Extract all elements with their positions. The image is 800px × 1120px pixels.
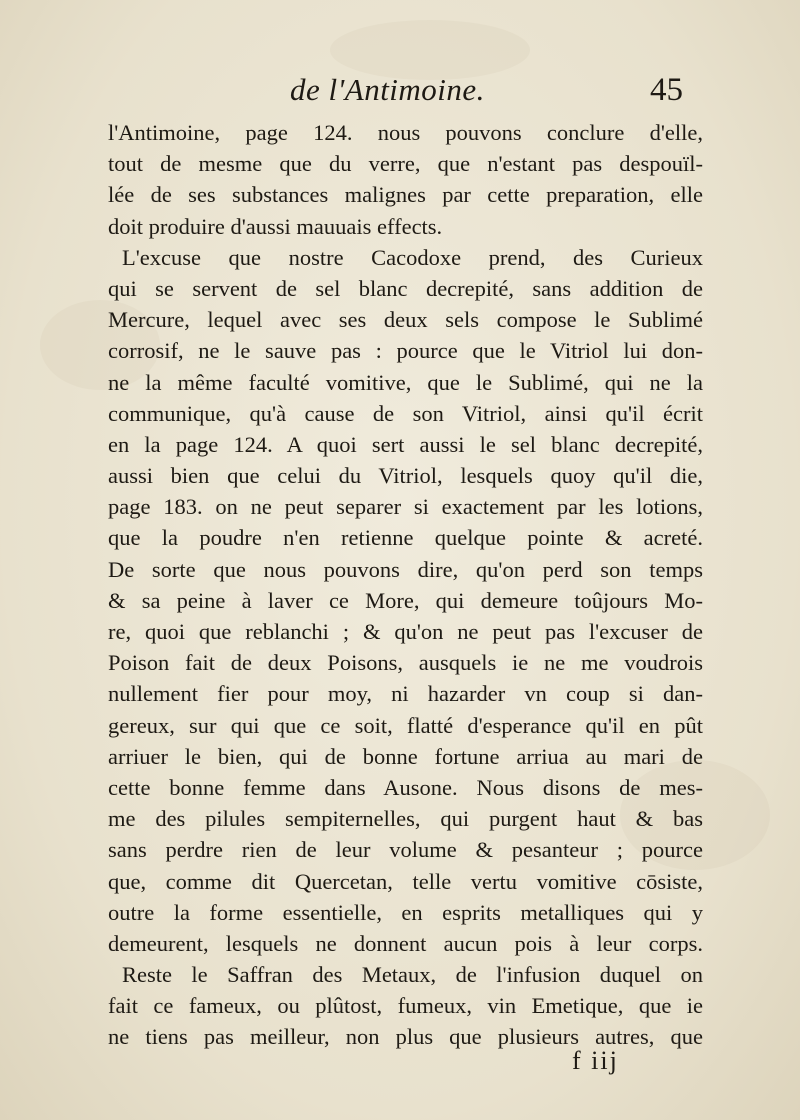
text-line: que la poudre n'en retienne quelque pointe & acreté. (108, 525, 703, 551)
text-line: Mercure, lequel avec ses deux sels compose le Sublimé (108, 307, 703, 333)
page-number: 45 (650, 72, 683, 108)
running-title: de l'Antimoine. (290, 72, 485, 107)
text-line: page 183. on ne peut separer si exactement par les lotions, (108, 494, 703, 520)
paper-stain (330, 20, 530, 80)
text-line: nullement fier pour moy, ni hazarder vn coup si dan- (108, 681, 703, 707)
page-header (0, 72, 800, 122)
text-line: aussi bien que celui du Vitriol, lesquels quoy qu'il die, (108, 463, 703, 489)
text-line: en la page 124. A quoi sert aussi le sel blanc decrepité, (108, 431, 703, 457)
text-line: doit produire d'aussi mauuais effects. (108, 213, 443, 239)
text-line: re, quoi que reblanchi ; & qu'on ne peut pas l'excuser de (108, 619, 703, 644)
body-text (108, 117, 703, 1053)
text-line: ne tiens pas meilleur, non plus que plusieurs autres, que (108, 1024, 703, 1050)
text-line: cette bonne femme dans Ausone. Nous disons de mes- (108, 774, 703, 800)
text-line: & sa peine à laver ce More, qui demeure toûjours Mo- (108, 587, 703, 613)
text-line: qui se servent de sel blanc decrepité, sans addition de (108, 275, 703, 301)
text-line: demeurent, lesquels ne donnent aucun pois à leur corps. (108, 930, 703, 956)
text-line: gereux, sur qui que ce soit, flatté d'esperance qu'il en pût (108, 712, 703, 738)
signature-mark: f iij (572, 1046, 619, 1075)
text-line: tout de mesme que du verre, que n'estant pas despouïl- (108, 151, 703, 177)
text-line: sans perdre rien de leur volume & pesanteur ; pource (108, 837, 703, 863)
text-line: corrosif, ne le sauve pas : pource que le Vitriol lui don- (108, 338, 703, 364)
text-line: communique, qu'à cause de son Vitriol, ainsi qu'il écrit (108, 400, 703, 426)
text-line: fait ce fameux, ou plûtost, fumeux, vin Emetique, que ie (108, 993, 703, 1019)
text-line: lée de ses substances malignes par cette preparation, elle (108, 182, 703, 208)
text-line: De sorte que nous pouvons dire, qu'on perd son temps (108, 556, 703, 582)
text-line: Poison fait de deux Poisons, ausquels ie ne me voudrois (108, 650, 703, 676)
text-line: me des pilules sempiternelles, qui purgent haut & bas (108, 806, 703, 832)
text-line: outre la forme essentielle, en esprits metalliques qui y (108, 899, 703, 925)
text-line: Reste le Saffran des Metaux, de l'infusion duquel on (122, 962, 703, 988)
text-line: ne la même faculté vomitive, que le Sublimé, qui ne la (108, 369, 703, 395)
text-line: que, comme dit Quercetan, telle vertu vomitive cōsiste, (108, 868, 703, 894)
text-line: arriuer le bien, qui de bonne fortune arriua au mari de (108, 743, 703, 769)
text-line: l'Antimoine, page 124. nous pouvons conclure d'elle, (108, 120, 703, 145)
text-line: L'excuse que nostre Cacodoxe prend, des Curieux (122, 244, 703, 270)
